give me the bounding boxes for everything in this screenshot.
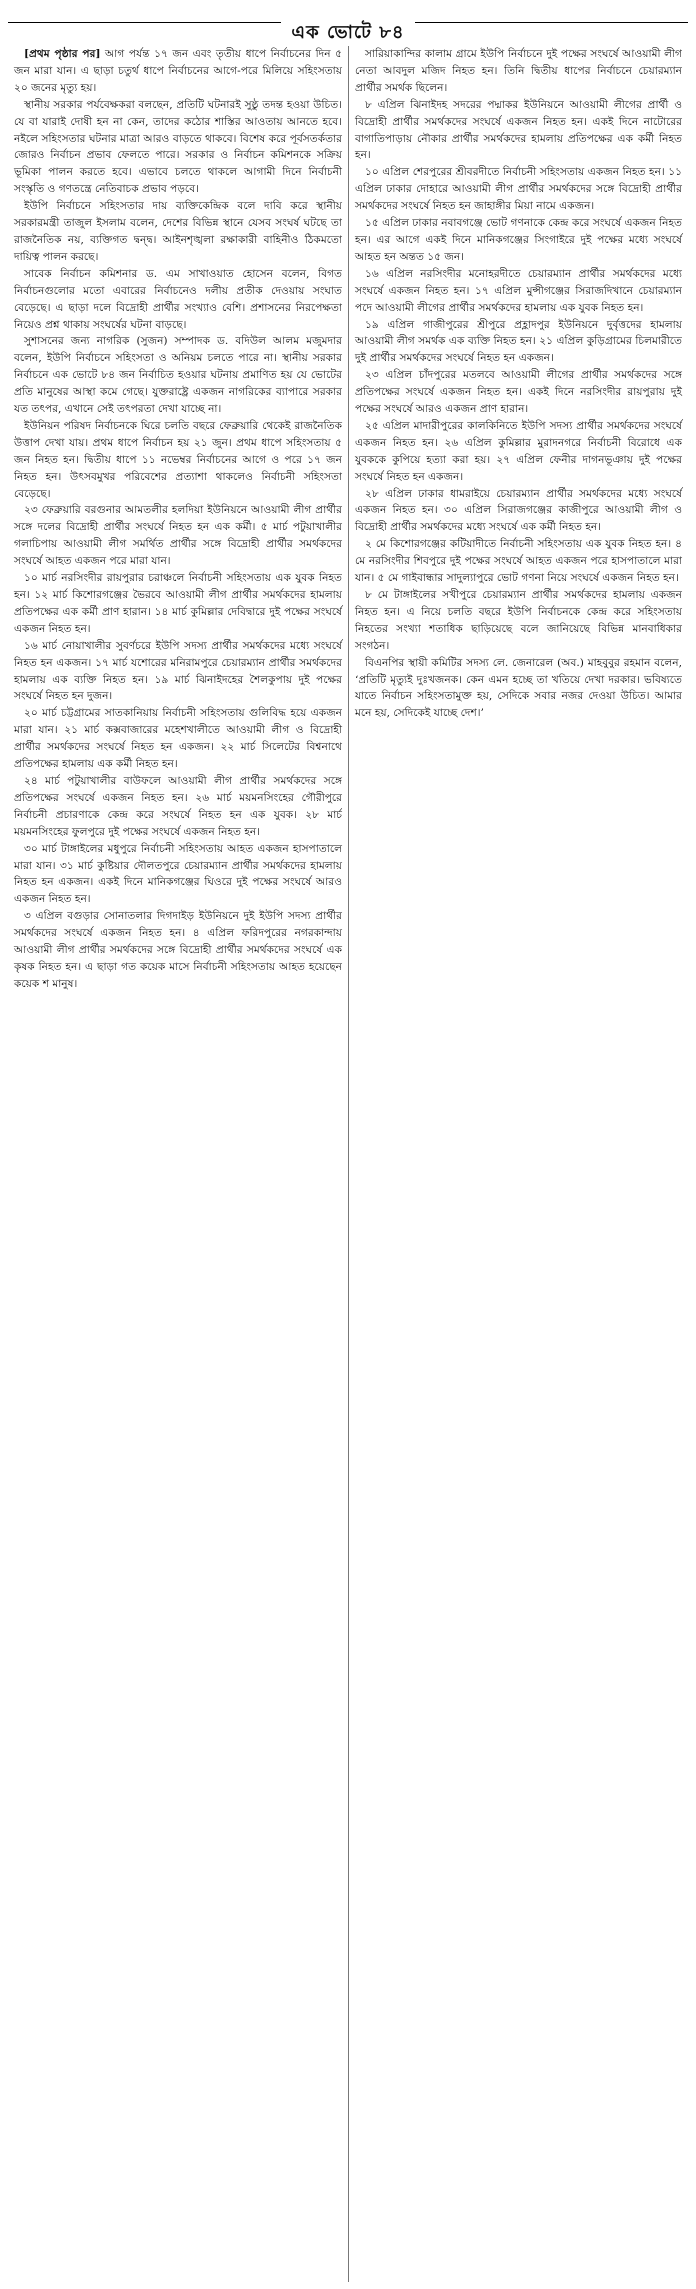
- newspaper-page: [8, 0, 688, 2289]
- article-paragraph: বিএনপির স্থায়ী কমিটির সদস্য লে. জেনারেল (অব.) মাহবুবুর রহমান বলেন, ‘প্রতিটি মৃত্যুই দুঃখজনক। কেন এমন হচ্ছে তা খতিয়ে দেখা দরকার। ভবিষ্যতে যাতে নির্বাচন সহিংসতামুক্ত হয়, সেদিকে সবার নজর দেওয়া উচিত। আমার মনে হয়, সেদিকেই যাচ্ছে দেশ।’: [355, 656, 682, 720]
- article-columns: [8, 46, 688, 2282]
- article-paragraph: ২ মে কিশোরগঞ্জের কটিয়াদীতে নির্বাচনী সহিংসতায় এক যুবক নিহত হন। ৪ মে নরসিংদীর শিবপুরে দুই পক্ষের সংঘর্ষে আহত একজন পরে হাসপাতালে মারা যান। ৫ মে গাইবান্ধার সাদুল্যাপুরে ভোট গণনা নিয়ে সংঘর্ষে একজন নিহত হন।: [355, 538, 682, 585]
- article-paragraph: ১০ এপ্রিল শেরপুরের শ্রীবরদীতে নির্বাচনী সহিংসতায় একজন নিহত হন। ১১ এপ্রিল ঢাকার দোহারে আওয়ামী লীগ প্রার্থীর সমর্থকদের সঙ্গে বিদ্রোহী প্রার্থীর সমর্থকদের সংঘর্ষে নিহত হন জাহাঙ্গীর মিয়া নামে একজন।: [355, 166, 682, 213]
- article-paragraph: ৩০ মার্চ টাঙ্গাইলের মধুপুরে নির্বাচনী সহিংসতায় আহত একজন হাসপাতালে মারা যান। ৩১ মার্চ কুষ্টিয়ার দৌলতপুরে চেয়ারম্যান প্রার্থীর সমর্থকদের হামলায় নিহত হন একজন। একই দিনে মানিকগঞ্জের ঘিওরে দুই পক্ষের সংঘর্ষে আরও একজন নিহত হন।: [14, 842, 342, 906]
- article-paragraph: সারিয়াকান্দির কালাম গ্রামে ইউপি নির্বাচনে দুই পক্ষের সংঘর্ষে আওয়ামী লীগ নেতা আবদুল মজিদ নিহত হন। তিনি দ্বিতীয় ধাপের নির্বাচনে চেয়ারম্যান প্রার্থীর সমর্থক ছিলেন।: [355, 48, 682, 94]
- article-paragraph: ১৯ এপ্রিল গাজীপুরের শ্রীপুরে প্রহ্লাদপুর ইউনিয়নে দুর্বৃত্তদের হামলায় আওয়ামী লীগ সমর্থক এক ব্যক্তি নিহত হন। ২১ এপ্রিল কুড়িগ্রামের চিলমারীতে দুই প্রার্থীর সমর্থকদের সংঘর্ষে নিহত হন একজন।: [355, 318, 682, 365]
- article-paragraph: স্থানীয় সরকার পর্যবেক্ষকরা বলছেন, প্রতিটি ঘটনারই সুষ্ঠু তদন্ত হওয়া উচিত। যে বা যারাই দোষী হন না কেন, তাদের কঠোর শাস্তির আওতায় আনতে হবে। নইলে সহিংসতার ঘটনার মাত্রা আরও বাড়তে থাকবে। বিশেষ করে পূর্বসতর্কতার জোরও নির্বাচন প্রভাব ফেলতে পারে। সরকার ও নির্বাচন কমিশনকে সক্রিয় ভূমিকা পালন করতে হবে। এভাবে চলতে থাকলে আগামী দিনে নির্বাচনী সংস্কৃতি ও গণতন্ত্রে নেতিবাচক প্রভাব পড়বে।: [14, 98, 342, 196]
- article-paragraph: ২৪ মার্চ পটুয়াখালীর বাউফলে আওয়ামী লীগ প্রার্থীর সমর্থকদের সঙ্গে প্রতিপক্ষের সংঘর্ষে একজন নিহত হন। ২৬ মার্চ ময়মনসিংহের গৌরীপুরে নির্বাচনী প্রচারণাকে কেন্দ্র করে সংঘর্ষে নিহত হন এক যুবক। ২৮ মার্চ ময়মনসিংহের ফুলপুরে দুই পক্ষের সংঘর্ষে একজন নিহত হন।: [14, 774, 342, 838]
- page-title: [8, 18, 688, 49]
- article-paragraph: ২৮ এপ্রিল ঢাকার ধামরাইয়ে চেয়ারম্যান প্রার্থীর সমর্থকদের মধ্যে সংঘর্ষে একজন নিহত হন। ৩০ এপ্রিল সিরাজগঞ্জের কাজীপুরে আওয়ামী লীগ ও বিদ্রোহী প্রার্থীর সমর্থকদের মধ্যে সংঘর্ষে এক কর্মী নিহত হন।: [355, 487, 682, 534]
- article-paragraph: ৮ এপ্রিল ঝিনাইদহ সদরের পদ্মাকর ইউনিয়নে আওয়ামী লীগের প্রার্থী ও বিদ্রোহী প্রার্থীর সমর্থকদের সংঘর্ষে একজন নিহত হন। একই দিনে নাটোরের বাগাতিপাড়ায় নৌকার প্রার্থীর সমর্থকদের হামলায় প্রতিপক্ষের এক কর্মী নিহত হন।: [355, 98, 682, 162]
- continued-from-label: [প্রথম পৃষ্ঠার পর]: [24, 48, 101, 60]
- article-paragraph: ২৫ এপ্রিল মাদারীপুরের কালকিনিতে ইউপি সদস্য প্রার্থীর সমর্থকদের সংঘর্ষে একজন নিহত হন। ২৬ এপ্রিল কুমিল্লার মুরাদনগরে নির্বাচনী বিরোধে এক যুবককে কুপিয়ে হত্যা করা হয়। ২৭ এপ্রিল ফেনীর দাগনভূঞায় দুই পক্ষের সংঘর্ষে নিহত হন একজন।: [355, 419, 682, 483]
- article-paragraph: ইউনিয়ন পরিষদ নির্বাচনকে ঘিরে চলতি বছরে ফেব্রুয়ারি থেকেই রাজনৈতিক উত্তাপ দেখা যায়। প্রথম ধাপে নির্বাচন হয় ২১ জুন। প্রথম ধাপে সহিংসতায় ৫ জন নিহত হন। দ্বিতীয় ধাপে ১১ নভেম্বর নির্বাচনের আগে ও পরে ১৭ জন নিহত হন। উৎসবমুখর পরিবেশের প্রত্যাশা থাকলেও নির্বাচনী সহিংসতা বেড়েছে।: [14, 419, 342, 500]
- article-paragraph: ৩ এপ্রিল বগুড়ার সোনাতলার দিগদাইড় ইউনিয়নে দুই ইউপি সদস্য প্রার্থীর সমর্থকদের সংঘর্ষে একজন নিহত হন। ৪ এপ্রিল ফরিদপুরের নগরকান্দায় আওয়ামী লীগ প্রার্থীর সমর্থকদের সঙ্গে বিদ্রোহী প্রার্থীর সমর্থকদের সংঘর্ষে এক কৃষক নিহত হন। এ ছাড়া গত কয়েক মাসে নির্বাচনী সহিংসতায় আহত হয়েছেন কয়েক শ মানুষ।: [14, 910, 342, 990]
- article-paragraph: ১৬ এপ্রিল নরসিংদীর মনোহরদীতে চেয়ারম্যান প্রার্থীর সমর্থকদের মধ্যে সংঘর্ষে একজন নিহত হন। ১৭ এপ্রিল মুন্সীগঞ্জের সিরাজদিখানে চেয়ারম্যান পদে আওয়ামী লীগের প্রার্থীর সমর্থকদের হামলায় এক যুবক নিহত হন।: [355, 267, 682, 314]
- article-paragraph: ২৩ ফেব্রুয়ারি বরগুনার আমতলীর হলদিয়া ইউনিয়নে আওয়ামী লীগ প্রার্থীর সঙ্গে দলের বিদ্রোহী প্রার্থীর সংঘর্ষে নিহত হন এক কর্মী। ৫ মার্চ পটুয়াখালীর গলাচিপায় আওয়ামী লীগ সমর্থিত প্রার্থীর সঙ্গে বিদ্রোহী প্রার্থীর সমর্থকদের সংঘর্ষে আহত একজন পরে মারা যান।: [14, 504, 342, 568]
- article-paragraph: ১৬ মার্চ নোয়াখালীর সুবর্ণচরে ইউপি সদস্য প্রার্থীর সমর্থকদের মধ্যে সংঘর্ষে নিহত হন একজন। ১৭ মার্চ যশোরের মনিরামপুরে চেয়ারম্যান প্রার্থীর সমর্থকদের হামলায় এক ব্যক্তি নিহত হন। ১৯ মার্চ ঝিনাইদহের শৈলকুপায় দুই পক্ষের সংঘর্ষে নিহত হন দুজন।: [14, 639, 342, 703]
- article-paragraph: ৮ মে টাঙ্গাইলের সখীপুরে চেয়ারম্যান প্রার্থীর সমর্থকদের হামলায় একজন নিহত হন। এ নিয়ে চলতি বছরে ইউপি নির্বাচনকে কেন্দ্র করে সহিংসতায় নিহতের সংখ্যা শতাধিক ছাড়িয়েছে বলে জানিয়েছে বিভিন্ন মানবাধিকার সংগঠন।: [355, 589, 682, 652]
- right-column: [348, 46, 688, 2282]
- article-paragraph: ইউপি নির্বাচনে সহিংসতার দায় ব্যক্তিকেন্দ্রিক বলে দাবি করে স্থানীয় সরকারমন্ত্রী তাজুল ইসলাম বলেন, দেশের বিভিন্ন স্থানে যেসব সংঘর্ষ ঘটছে তা রাজনৈতিক নয়, ব্যক্তিগত দ্বন্দ্ব। আইনশৃঙ্খলা রক্ষাকারী বাহিনীও ঠিকমতো দায়িত্ব পালন করছে।: [14, 200, 342, 263]
- article-paragraph: সুশাসনের জন্য নাগরিক (সুজন) সম্পাদক ড. বদিউল আলম মজুমদার বলেন, ইউপি নির্বাচনে সহিংসতা ও অনিয়ম চলতে পারে না। স্থানীয় সরকার নির্বাচনে এক ভোটে ৮৪ জন নির্বাচিত হওয়ার ঘটনায় প্রমাণিত হয় যে ভোটের প্রতি মানুষের আস্থা কমে গেছে। যুক্তরাষ্ট্রে একজন নাগরিকের ব্যাপারে সরকার যত তৎপর, এখানে সেই তৎপরতা দেখা যাচ্ছে না।: [14, 335, 342, 416]
- lead-paragraph: [14, 46, 342, 97]
- article-paragraph: সাবেক নির্বাচন কমিশনার ড. এম সাখাওয়াত হোসেন বলেন, বিগত নির্বাচনগুলোর মতো এবারের নির্বাচনেও দলীয় প্রতীক দেওয়ায় সংঘাত বেড়েছে। এ ছাড়া দলে বিদ্রোহী প্রার্থীর সংখ্যাও বেশি। প্রশাসনের নিরপেক্ষতা নিয়েও প্রশ্ন থাকায় সংঘর্ষের ঘটনা বাড়ছে।: [14, 267, 342, 331]
- lead-text: আগ পর্যন্ত ১৭ জন এবং তৃতীয় ধাপে নির্বাচনের দিন ৫ জন মারা যান। এ ছাড়া চতুর্থ ধাপে নির্বাচনের আগে-পরে মিলিয়ে সহিংসতায় ২০ জনের মৃত্যু হয়।: [14, 48, 342, 94]
- article-paragraph: ১০ মার্চ নরসিংদীর রায়পুরার চরাঞ্চলে নির্বাচনী সহিংসতায় এক যুবক নিহত হন। ১২ মার্চ কিশোরগঞ্জের ভৈরবে আওয়ামী লীগ প্রার্থীর সমর্থকদের হামলায় প্রতিপক্ষের এক কর্মী প্রাণ হারান। ১৪ মার্চ কুমিল্লার দেবিদ্বারে দুই পক্ষের সংঘর্ষে একজন নিহত হন।: [14, 572, 342, 635]
- left-column: [8, 46, 348, 2282]
- article-paragraph: ২৩ এপ্রিল চাঁদপুরের মতলবে আওয়ামী লীগের প্রার্থীর সমর্থকদের সঙ্গে প্রতিপক্ষের সংঘর্ষে একজন নিহত হন। একই দিনে নরসিংদীর রায়পুরায় দুই পক্ষের সংঘর্ষে আরও একজন প্রাণ হারান।: [355, 369, 682, 416]
- article-paragraph: ২০ মার্চ চট্টগ্রামের সাতকানিয়ায় নির্বাচনী সহিংসতায় গুলিবিদ্ধ হয়ে একজন মারা যান। ২১ মার্চ কক্সবাজারের মহেশখালীতে আওয়ামী লীগ ও বিদ্রোহী প্রার্থীর সমর্থকদের সংঘর্ষে নিহত হন একজন। ২২ মার্চ সিলেটের বিশ্বনাথে প্রতিপক্ষের হামলায় এক কর্মী নিহত হন।: [14, 707, 342, 771]
- page-title-text: এক ভোটে ৮৪: [281, 22, 414, 43]
- article-paragraph: ১৫ এপ্রিল ঢাকার নবাবগঞ্জে ভোট গণনাকে কেন্দ্র করে সংঘর্ষে একজন নিহত হন। এর আগে একই দিনে মানিকগঞ্জের সিংগাইরে দুই পক্ষের মধ্যে সংঘর্ষে আহত হন অন্তত ১৫ জন।: [355, 217, 682, 263]
